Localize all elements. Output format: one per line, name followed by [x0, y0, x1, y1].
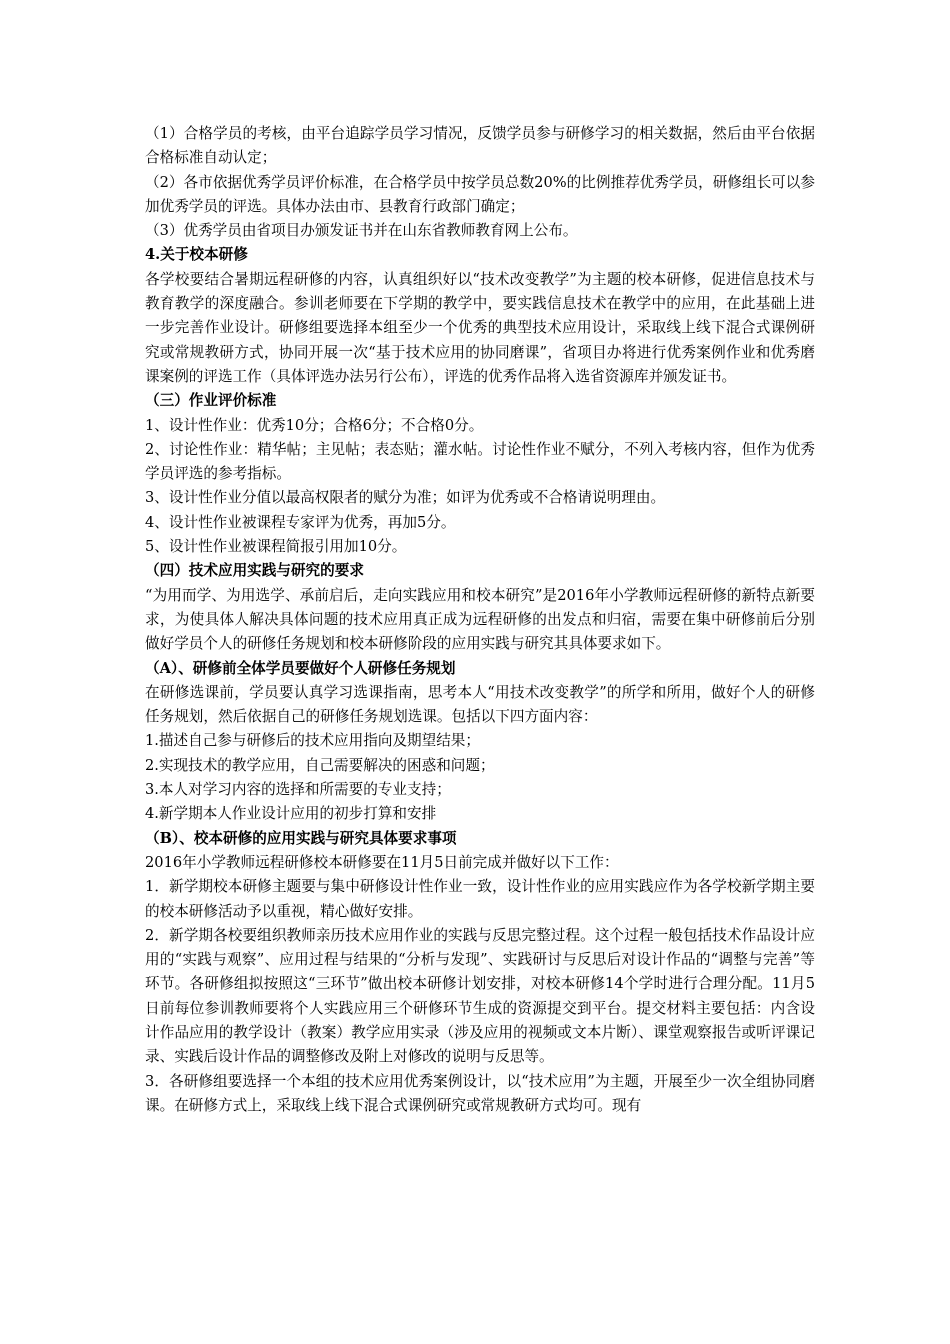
paragraph: 1、设计性作业：优秀10分；合格6分；不合格0分。 — [145, 416, 484, 434]
paragraph: 5、设计性作业被课程简报引用加10分。 — [145, 538, 407, 556]
section-heading: 4.关于校本研修 — [145, 246, 248, 264]
paragraph: 4.新学期本人作业设计应用的初步打算和安排 — [145, 805, 437, 823]
paragraph: （1）合格学员的考核，由平台追踪学员学习情况，反馈学员参与研修学习的相关数据，然后由平台依据合格标准自动认定； — [145, 125, 815, 167]
paragraph: 1．新学期校本研修主题要与集中研修设计性作业一致，设计性作业的应用实践应作为各学校新学期主要的校本研修活动予以重视，精心做好安排。 — [145, 878, 815, 920]
paragraph: 2．新学期各校要组织教师亲历技术应用作业的实践与反思完整过程。这个过程一般包括技术作品设计应用的“实践与观察”、应用过程与结果的“分析与发现”、实践研讨与反思后对设计作品的“调整与完善”等环节。各研修组拟按照这“三环节”做出校本研修计划安排，对校本研修14个学时进行合理分配。11月5日前每位参训教师要将个人实践应用三个研修环节生成的资源提交到平台。提交材料主要包括：内含设计作品应用的教学设计（教案）教学应用实录（涉及应用的视频或文本片断）、课堂观察报告或听评课记录、实践后设计作品的调整修改及附上对修改的说明与反思等。 — [145, 926, 815, 1066]
paragraph: 4、设计性作业被课程专家评为优秀，再加5分。 — [145, 513, 456, 531]
paragraph: 3.本人对学习内容的选择和所需要的专业支持； — [145, 781, 451, 799]
section-heading: （A）、研修前全体学员要做好个人研修任务规划 — [145, 659, 456, 677]
paragraph: 在研修选课前，学员要认真学习选课指南，思考本人“用技术改变教学”的所学和所用，做好个人的研修任务规划，然后依据自己的研修任务规划选课。包括以下四方面内容： — [145, 683, 815, 726]
paragraph: 3．各研修组要选择一个本组的技术应用优秀案例设计，以“技术应用”为主题，开展至少一次全组协同磨课。在研修方式上，采取线上线下混合式课例研究或常规教研方式均可。现有 — [145, 1072, 815, 1114]
section-heading: （三）作业评价标准 — [145, 392, 277, 410]
paragraph: 2016年小学教师远程研修校本研修要在11月5日前完成并做好以下工作： — [145, 853, 619, 871]
paragraph: 各学校要结合暑期远程研修的内容，认真组织好以“技术改变教学”为主题的校本研修，促进信息技术与教育教学的深度融合。参训老师要在下学期的教学中，要实践信息技术在教学中的应用，在此基础上进一步完善作业设计。研修组要选择本组至少一个优秀的典型技术应用设计，采取线上线下混合式课例研究或常规教研方式，协同开展一次“基于技术应用的协同磨课”，省项目办将进行优秀案例作业和优秀磨课案例的评选工作（具体评选办法另行公布），评选的优秀作品将入选省资源库并颁发证书。 — [145, 270, 815, 385]
paragraph: 2.实现技术的教学应用，自己需要解决的困惑和问题； — [145, 756, 495, 774]
section-heading: （B）、校本研修的应用实践与研究具体要求事项 — [145, 829, 457, 847]
paragraph: 1.描述自己参与研修后的技术应用指向及期望结果； — [145, 732, 480, 750]
paragraph: 3、设计性作业分值以最高权限者的赋分为准；如评为优秀或不合格请说明理由。 — [145, 489, 666, 507]
paragraph: 2、讨论性作业：精华帖；主见帖；表态贴；灌水帖。讨论性作业不赋分，不列入考核内容，但作为优秀学员评选的参考指标。 — [145, 440, 815, 483]
paragraph: （2）各市依据优秀学员评价标准，在合格学员中按学员总数20%的比例推荐优秀学员，研修组长可以参加优秀学员的评选。具体办法由市、县教育行政部门确定； — [145, 173, 815, 215]
document-page — [145, 122, 815, 1118]
section-heading: （四）技术应用实践与研究的要求 — [145, 562, 364, 580]
paragraph: （3）优秀学员由省项目办颁发证书并在山东省教师教育网上公布。 — [145, 222, 578, 240]
paragraph: “为用而学、为用选学、承前启后，走向实践应用和校本研究”是2016年小学教师远程研修的新特点新要求，为使具体人解决具体问题的技术应用真正成为远程研修的出发点和归宿，需要在集中研修前后分别做好学员个人的研修任务规划和校本研修阶段的应用实践与研究其具体要求如下。 — [145, 586, 815, 653]
